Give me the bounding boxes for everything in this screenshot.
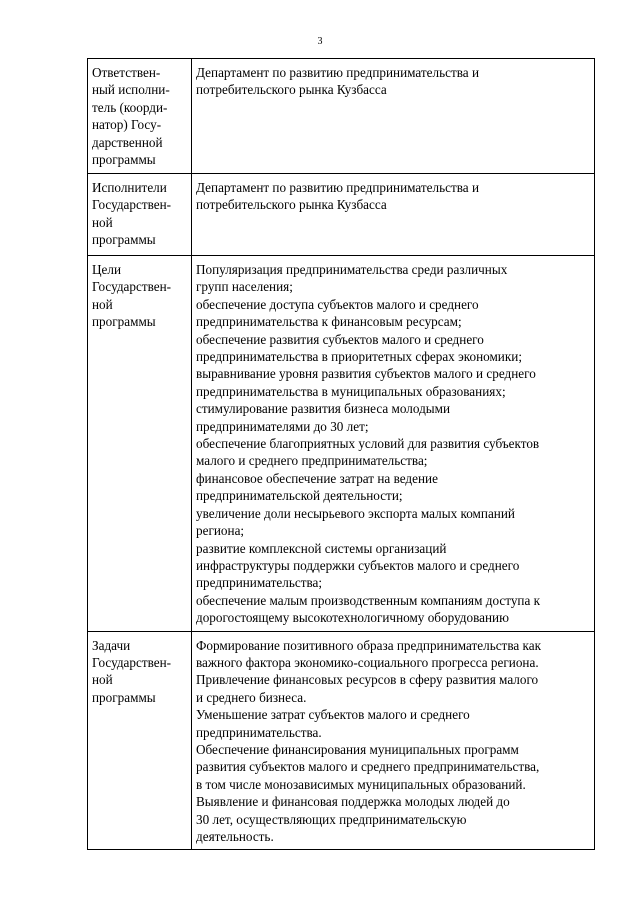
page-number: 3: [317, 36, 323, 47]
table-row-goals: [88, 256, 595, 632]
program-passport-table: [87, 58, 595, 850]
row-label-goals: Цели Государствен- ной программы: [88, 256, 192, 632]
row-label-executors: Исполнители Государствен- ной программы: [88, 174, 192, 256]
table-row-responsible-executor: [88, 59, 595, 174]
row-value-responsible-executor: Департамент по развитию предпринимательства и потребительского рынка Кузбасса: [192, 59, 595, 174]
table-row-executors: [88, 174, 595, 256]
row-value-goals: Популяризация предпринимательства среди различных групп населения; обеспечение доступа субъектов малого и среднего предпринимательства к финансовым ресурсам; обеспечение развития субъектов малого и среднего предпринимательства в приоритетных сферах экономики; выравнивание уровня развития субъектов малого и среднего предпринимательства в муниципальных образованиях; стимулирование развития бизнеса молодыми предпринимателями до 30 лет; обеспечение благоприятных условий для развития субъектов малого и среднего предпринимательства; финансовое обеспечение затрат на ведение предпринимательской деятельности; увеличение доли несырьевого экспорта малых компаний региона; развитие комплексной системы организаций инфраструктуры поддержки субъектов малого и среднего предпринимательства; обеспечение малым производственным компаниям доступа к дорогостоящему высокотехнологичному оборудованию: [192, 256, 595, 632]
row-label-tasks: Задачи Государствен- ной программы: [88, 631, 192, 850]
row-value-tasks: Формирование позитивного образа предпринимательства как важного фактора экономико-социального прогресса региона. Привлечение финансовых ресурсов в сферу развития малого и среднего бизнеса. Уменьшение затрат субъектов малого и среднего предпринимательства. Обеспечение финансирования муниципальных программ развития субъектов малого и среднего предпринимательства, в том числе монозависимых муниципальных образований. Выявление и финансовая поддержка молодых людей до 30 лет, осуществляющих предпринимательскую деятельность.: [192, 631, 595, 850]
row-value-executors: Департамент по развитию предпринимательства и потребительского рынка Кузбасса: [192, 174, 595, 256]
table-row-tasks: [88, 631, 595, 850]
row-label-responsible-executor: Ответствен- ный исполни- тель (коорди- натор) Госу- дарственной программы: [88, 59, 192, 174]
